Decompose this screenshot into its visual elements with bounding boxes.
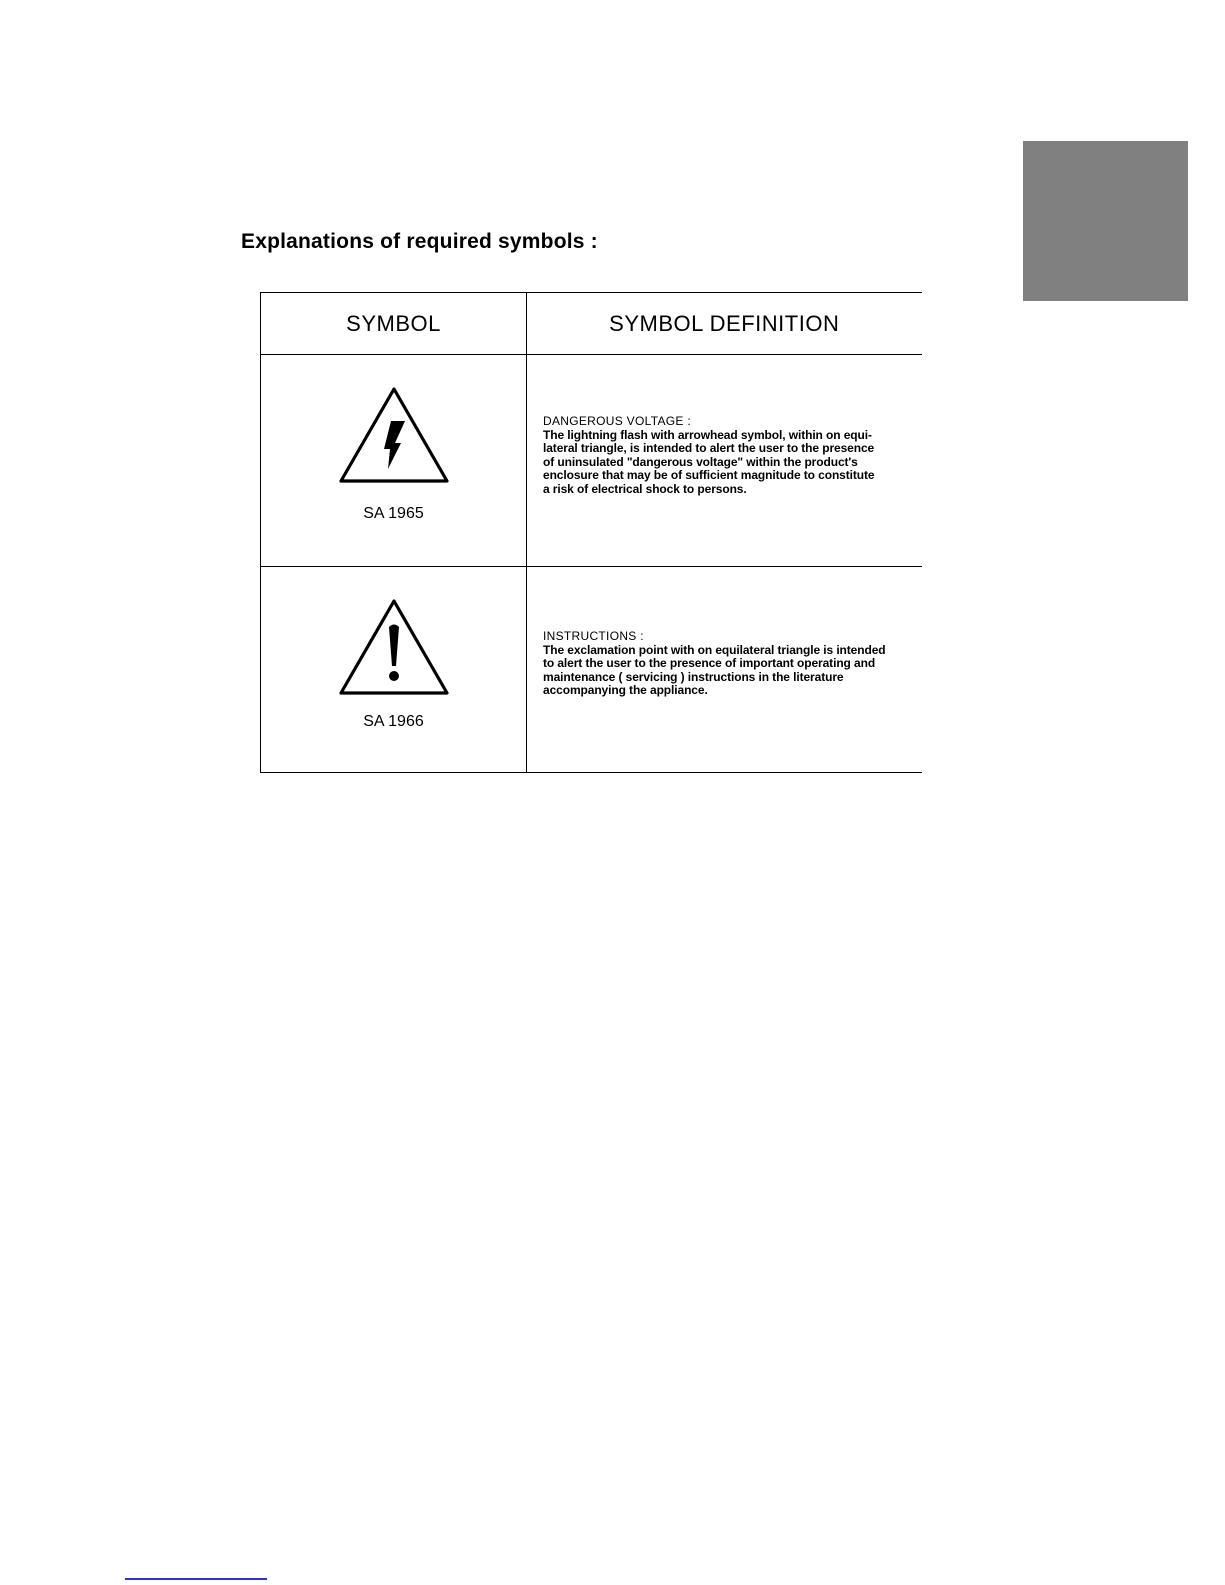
definition-line: enclosure that may be of sufficient magnitude to constitute (543, 468, 875, 483)
definition-line: a risk of electrical shock to persons. (543, 481, 747, 496)
definition-line: of uninsulated "dangerous voltage" within the product's (543, 454, 858, 469)
definition-line: lateral triangle, is intended to alert the user to the presence (543, 441, 875, 456)
definition-heading: INSTRUCTIONS : (543, 629, 644, 643)
symbol-cell (261, 355, 527, 567)
definition-line: maintenance ( servicing ) instructions in the literature (543, 669, 844, 684)
definition-column-header: SYMBOL DEFINITION (527, 293, 922, 355)
exclamation-warning-icon (337, 597, 451, 699)
definition-line: The lightning flash with arrowhead symbol, within on equi- (543, 427, 872, 442)
table-row (261, 567, 922, 773)
definition-heading: DANGEROUS VOLTAGE : (543, 414, 691, 428)
table-header-row (261, 293, 922, 355)
symbol-code: SA 1966 (363, 713, 424, 730)
footer-link-underline (125, 1578, 267, 1580)
definition-text (543, 415, 908, 497)
table-row (261, 355, 922, 567)
symbol-code: SA 1965 (363, 505, 424, 522)
symbols-table (260, 292, 922, 773)
symbol-column-header: SYMBOL (261, 293, 527, 355)
lightning-warning-icon (337, 385, 451, 487)
symbol-cell (261, 567, 527, 773)
definition-cell (527, 567, 922, 773)
definition-line: accompanying the appliance. (543, 683, 708, 698)
definition-line: The exclamation point with on equilateral triangle is intended (543, 642, 886, 657)
definition-cell (527, 355, 922, 567)
definition-text (543, 630, 908, 698)
definition-line: to alert the user to the presence of important operating and (543, 656, 876, 671)
section-tab-marker (1023, 141, 1188, 301)
page-title: Explanations of required symbols : (241, 230, 598, 253)
